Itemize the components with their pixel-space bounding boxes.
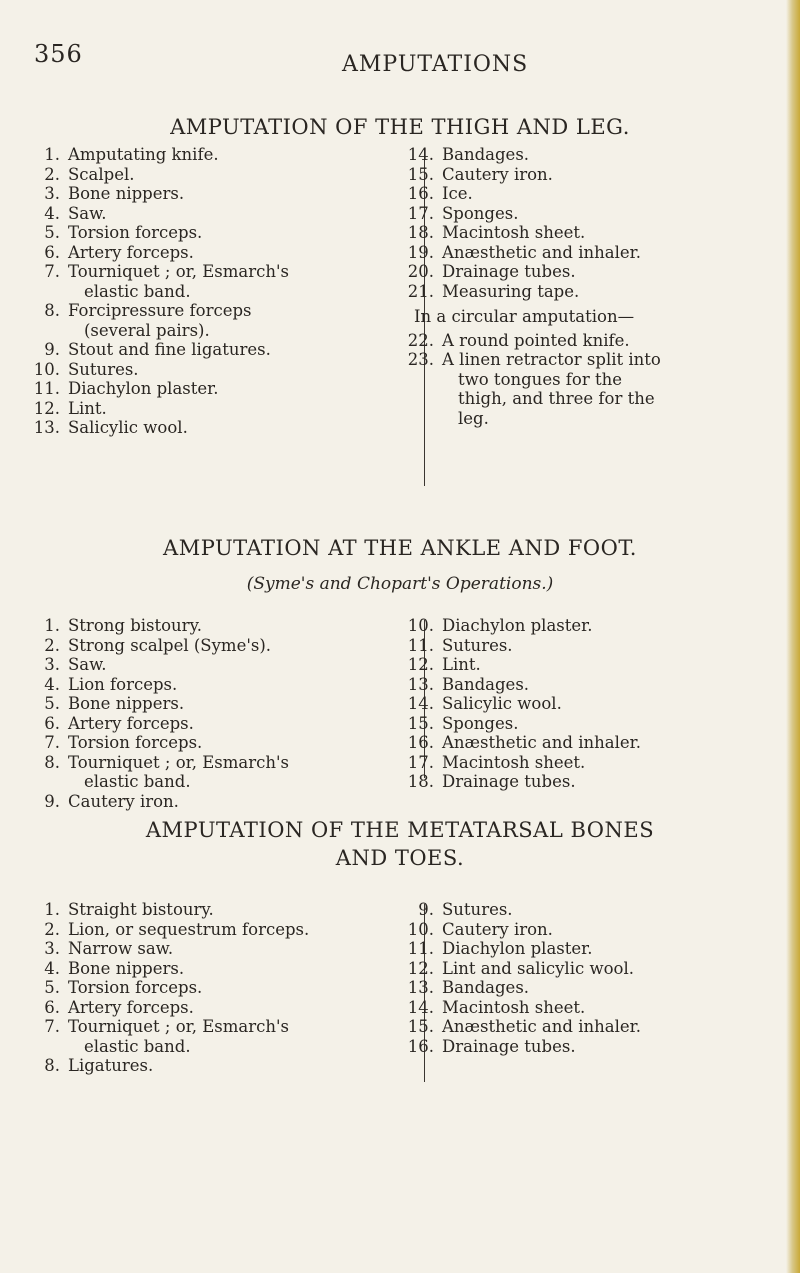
item-text: Stout and fine ligatures.: [68, 340, 271, 359]
list-item: [402, 939, 762, 959]
item-number: 8 .: [28, 753, 60, 773]
item-number: 13 .: [402, 675, 434, 695]
item-number: 18 .: [402, 223, 434, 243]
list-item: [402, 694, 762, 714]
list-item: [28, 165, 420, 185]
list-item: [28, 753, 420, 792]
list-thigh-leg-right-b: [402, 331, 762, 429]
item-number: 14 .: [402, 998, 434, 1018]
section-subtitle-ankle-foot: (Syme's and Chopart's Operations.): [246, 574, 554, 594]
item-text: Bone nippers.: [68, 958, 185, 978]
item-text: leg.: [458, 408, 489, 428]
item-text: Drainage tubes.: [442, 1036, 576, 1056]
item-text: Anæsthetic and inhaler.: [442, 1017, 641, 1036]
list-item: [28, 959, 420, 979]
item-number: 9 .: [402, 900, 434, 920]
item-text: thigh, and three for the: [458, 389, 655, 408]
list-item: [28, 978, 420, 998]
list-item: [28, 900, 420, 920]
item-text: Anæsthetic and inhaler.: [442, 242, 641, 262]
item-text: Ligatures.: [68, 1056, 154, 1075]
item-number: 14 .: [402, 694, 434, 714]
item-number: 6 .: [28, 714, 60, 734]
item-number: 21 .: [402, 282, 434, 302]
item-number: 15 .: [402, 714, 434, 734]
item-number: 12 .: [402, 959, 434, 979]
list-item: [28, 262, 420, 301]
item-number: 14 .: [402, 145, 434, 165]
list-item: [28, 694, 420, 714]
list-item: [402, 655, 762, 675]
item-number: 1 .: [28, 145, 60, 165]
list-item: [28, 1017, 420, 1056]
item-text: Torsion forceps.: [68, 978, 203, 997]
item-number: 17 .: [402, 753, 434, 773]
list-item: [402, 184, 762, 204]
item-number: 15 .: [402, 165, 434, 185]
item-number: 2 .: [28, 920, 60, 940]
item-text: A linen retractor split into: [442, 350, 661, 369]
item-number: 6 .: [28, 243, 60, 263]
list-item: [28, 792, 420, 812]
item-text: Diachylon plaster.: [68, 379, 219, 398]
item-text: (several pairs).: [84, 320, 210, 340]
item-number: 13 .: [28, 418, 60, 438]
item-text: Sutures.: [68, 359, 139, 379]
list-item: [402, 920, 762, 940]
item-text: Tourniquet ; or, Esmarch's: [68, 752, 289, 772]
item-text: two tongues for the: [458, 369, 622, 389]
item-number: 6 .: [28, 998, 60, 1018]
list-thigh-leg-left: [28, 145, 420, 438]
list-item: [402, 145, 762, 165]
list-ankle-foot-right: [402, 616, 762, 792]
item-number: 17 .: [402, 204, 434, 224]
item-text: Lion, or sequestrum forceps.: [68, 919, 310, 939]
item-number: 5 .: [28, 223, 60, 243]
section-title-metatarsal-line1: AMPUTATION OF THE METATARSAL BONES: [145, 818, 655, 842]
list-item: [28, 301, 420, 340]
page-header: [0, 40, 800, 80]
item-text: Tourniquet ; or, Esmarch's: [68, 262, 289, 281]
page-edge: [786, 0, 800, 1273]
item-text: Bone nippers.: [68, 184, 185, 203]
item-text: Saw.: [68, 655, 107, 674]
item-number: 7 .: [28, 1017, 60, 1037]
item-number: 15 .: [402, 1017, 434, 1037]
list-item: [28, 418, 420, 438]
item-text: elastic band.: [84, 772, 191, 791]
item-text: Cautery iron.: [68, 791, 179, 811]
item-number: 5 .: [28, 978, 60, 998]
item-text: Sponges.: [442, 203, 519, 223]
list-item: [28, 636, 420, 656]
list-item: [402, 636, 762, 656]
item-text: Tourniquet ; or, Esmarch's: [68, 1017, 289, 1036]
list-item: [402, 675, 762, 695]
circular-amputation-note: In a circular amputation—: [414, 307, 635, 326]
item-text: Amputating knife.: [68, 145, 219, 164]
item-text: Macintosh sheet.: [442, 752, 586, 772]
item-text: A round pointed knife.: [442, 330, 630, 350]
list-item: [402, 204, 762, 224]
list-item: [28, 675, 420, 695]
item-number: 4 .: [28, 675, 60, 695]
item-text: Strong bistoury.: [68, 616, 202, 635]
item-number: 3 .: [28, 655, 60, 675]
list-item: [402, 714, 762, 734]
item-text: Cautery iron.: [442, 919, 553, 939]
item-text: elastic band.: [84, 1036, 191, 1056]
item-text: Sutures.: [442, 900, 513, 919]
list-item: [28, 243, 420, 263]
item-text: Diachylon plaster.: [442, 939, 593, 958]
list-metatarsal-right: [402, 900, 762, 1056]
item-number: 11 .: [402, 636, 434, 656]
item-text: Artery forceps.: [68, 713, 194, 733]
item-number: 22 .: [402, 331, 434, 351]
item-text: Saw.: [68, 203, 107, 223]
list-item: [402, 262, 762, 282]
list-item: [28, 360, 420, 380]
section-title-metatarsal-line2: AND TOES.: [335, 846, 465, 870]
item-number: 2 .: [28, 636, 60, 656]
item-text: Drainage tubes.: [442, 772, 576, 791]
list-item: [28, 399, 420, 419]
item-text: Measuring tape.: [442, 281, 580, 301]
item-number: 20 .: [402, 262, 434, 282]
item-text: Strong scalpel (Syme's).: [68, 635, 272, 655]
list-item: [402, 733, 762, 753]
item-text: Torsion forceps.: [68, 223, 203, 242]
section-title-ankle-foot: AMPUTATION AT THE ANKLE AND FOOT.: [163, 536, 637, 560]
item-number: 11 .: [402, 939, 434, 959]
item-text: Macintosh sheet.: [442, 997, 586, 1017]
list-item: [402, 978, 762, 998]
item-text: Diachylon plaster.: [442, 616, 593, 635]
item-number: 1 .: [28, 616, 60, 636]
list-item: [28, 939, 420, 959]
item-number: 16 .: [402, 184, 434, 204]
item-text: Ice.: [442, 184, 473, 203]
item-text: Lint.: [68, 398, 107, 418]
item-number: 19 .: [402, 243, 434, 263]
item-text: Sutures.: [442, 635, 513, 655]
item-text: Bandages.: [442, 145, 530, 164]
item-number: 9 .: [28, 792, 60, 812]
list-item: [402, 772, 762, 792]
list-thigh-leg-right: [402, 145, 762, 428]
list-item: [28, 920, 420, 940]
item-number: 3 .: [28, 939, 60, 959]
list-item: [28, 223, 420, 243]
section-title-thigh-leg: AMPUTATION OF THE THIGH AND LEG.: [170, 115, 630, 139]
item-number: 16 .: [402, 1037, 434, 1057]
item-text: Bandages.: [442, 978, 530, 997]
item-number: 8 .: [28, 301, 60, 321]
item-text: Salicylic wool.: [442, 694, 562, 713]
item-number: 8 .: [28, 1056, 60, 1076]
list-item: [402, 753, 762, 773]
item-text: Drainage tubes.: [442, 262, 576, 281]
list-item: [28, 184, 420, 204]
item-text: Torsion forceps.: [68, 733, 203, 752]
list-item: [402, 998, 762, 1018]
item-text: Cautery iron.: [442, 164, 553, 184]
item-number: 4 .: [28, 204, 60, 224]
list-item: [402, 616, 762, 636]
item-number: 10 .: [402, 920, 434, 940]
item-number: 1 .: [28, 900, 60, 920]
item-number: 11 .: [28, 379, 60, 399]
item-number: 4 .: [28, 959, 60, 979]
list-item: [28, 616, 420, 636]
item-text: Scalpel.: [68, 164, 135, 184]
list-item: [402, 350, 762, 428]
item-text: elastic band.: [84, 281, 191, 301]
list-item: [28, 145, 420, 165]
item-text: Lion forceps.: [68, 674, 178, 694]
item-number: 5 .: [28, 694, 60, 714]
item-text: Lint.: [442, 655, 481, 674]
item-text: Artery forceps.: [68, 242, 194, 262]
list-item: [28, 714, 420, 734]
item-text: Bandages.: [442, 674, 530, 694]
item-number: 3 .: [28, 184, 60, 204]
item-number: 16 .: [402, 733, 434, 753]
list-item: [28, 1056, 420, 1076]
item-text: Straight bistoury.: [68, 900, 214, 919]
item-number: 10 .: [402, 616, 434, 636]
item-number: 7 .: [28, 733, 60, 753]
item-text: Salicylic wool.: [68, 418, 188, 437]
list-item: [402, 331, 762, 351]
list-item: [28, 340, 420, 360]
item-text: Forcipressure forceps: [68, 301, 252, 320]
item-number: 10 .: [28, 360, 60, 380]
list-metatarsal-left: [28, 900, 420, 1076]
list-item: [402, 1037, 762, 1057]
item-number: 13 .: [402, 978, 434, 998]
item-number: 12 .: [28, 399, 60, 419]
list-ankle-foot-left: [28, 616, 420, 811]
item-number: 23 .: [402, 350, 434, 370]
item-text: Macintosh sheet.: [442, 223, 586, 242]
list-item: [402, 1017, 762, 1037]
running-head: AMPUTATIONS: [342, 52, 529, 77]
list-item: [402, 223, 762, 243]
item-number: 12 .: [402, 655, 434, 675]
list-item: [402, 900, 762, 920]
item-number: 9 .: [28, 340, 60, 360]
item-text: Anæsthetic and inhaler.: [442, 733, 641, 752]
item-text: Narrow saw.: [68, 939, 174, 958]
item-text: Artery forceps.: [68, 997, 194, 1017]
item-text: Lint and salicylic wool.: [442, 958, 634, 978]
item-number: 18 .: [402, 772, 434, 792]
list-item: [28, 379, 420, 399]
item-text: Bone nippers.: [68, 694, 185, 713]
list-item: [28, 655, 420, 675]
list-item: [402, 282, 762, 302]
list-item: [402, 959, 762, 979]
list-item: [28, 204, 420, 224]
list-item: [402, 243, 762, 263]
list-item: [28, 733, 420, 753]
item-number: 7 .: [28, 262, 60, 282]
page-number: 356: [34, 40, 83, 68]
list-item: [28, 998, 420, 1018]
list-item: [402, 165, 762, 185]
list-thigh-leg-right-a: [402, 145, 762, 301]
item-text: Sponges.: [442, 713, 519, 733]
item-number: 2 .: [28, 165, 60, 185]
